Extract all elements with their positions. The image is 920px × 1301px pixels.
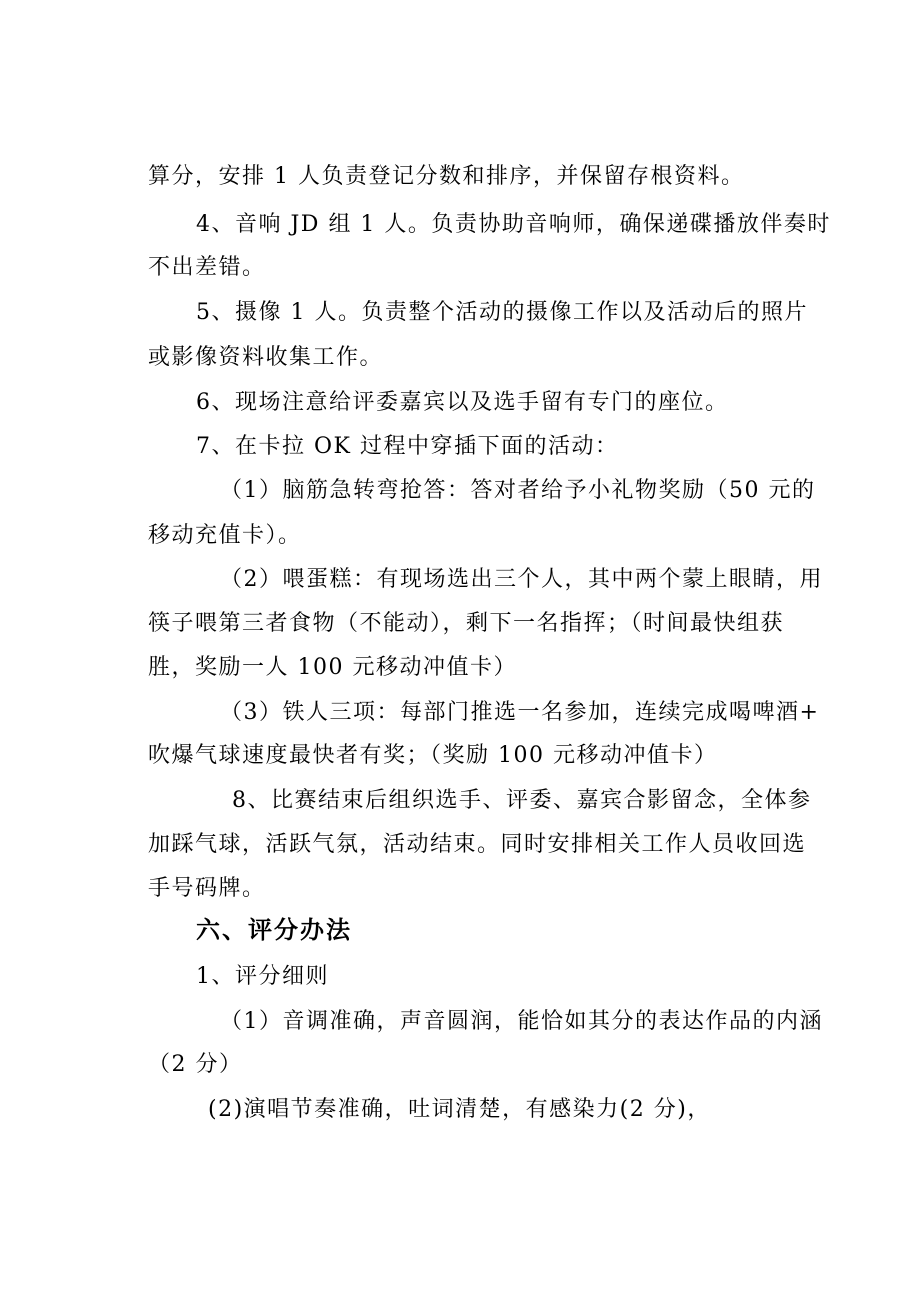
paragraph-line: （2 分） [148,1052,243,1077]
paragraph-line: 手号码牌。 [148,876,266,901]
paragraph-line: 筷子喂第三者食物（不能动），剩下一名指挥；（时间最快组获 [148,611,785,636]
paragraph-line: 4、音响 JD 组 1 人。负责协助音响师，确保递碟播放伴奏时 [196,212,831,237]
paragraph-line: 7、在卡拉 OK 过程中穿插下面的活动： [196,434,619,459]
paragraph-line: 6、现场注意给评委嘉宾以及选手留有专门的座位。 [196,390,729,415]
paragraph-line: （1）脑筋急转弯抢答：答对者给予小礼物奖励（50 元的 [220,478,816,503]
paragraph-line: 胜，奖励一人 100 元移动冲值卡） [148,655,517,680]
paragraph-line: 移动充值卡）。 [148,523,302,548]
paragraph-line: 5、摄像 1 人。负责整个活动的摄像工作以及活动后的照片 [196,300,808,325]
paragraph-line: （2）喂蛋糕：有现场选出三个人，其中两个蒙上眼睛，用 [220,567,823,592]
paragraph-line: （3）铁人三项：每部门推选一名参加，连续完成喝啤酒+ [220,700,820,725]
subsection-heading: 1、评分细则 [196,964,329,989]
paragraph-line: 8、比赛结束后组织选手、评委、嘉宾合影留念，全体参 [232,788,812,813]
section-heading: 六、评分办法 [196,916,352,944]
paragraph-line: 不出差错。 [148,255,266,280]
paragraph-line: 吹爆气球速度最快者有奖；（奖励 100 元移动冲值卡） [148,743,718,768]
paragraph-line: 或影像资料收集工作。 [148,345,384,370]
paragraph-line: 算分，安排 1 人负责登记分数和排序，并保留存根资料。 [148,164,745,189]
paragraph-line: (2)演唱节奏准确，吐词清楚，有感染力(2 分)， [208,1097,711,1122]
paragraph-line: 加踩气球，活跃气氛，活动结束。同时安排相关工作人员收回选 [148,832,807,857]
paragraph-line: （1）音调准确，声音圆润，能恰如其分的表达作品的内涵 [220,1009,823,1034]
